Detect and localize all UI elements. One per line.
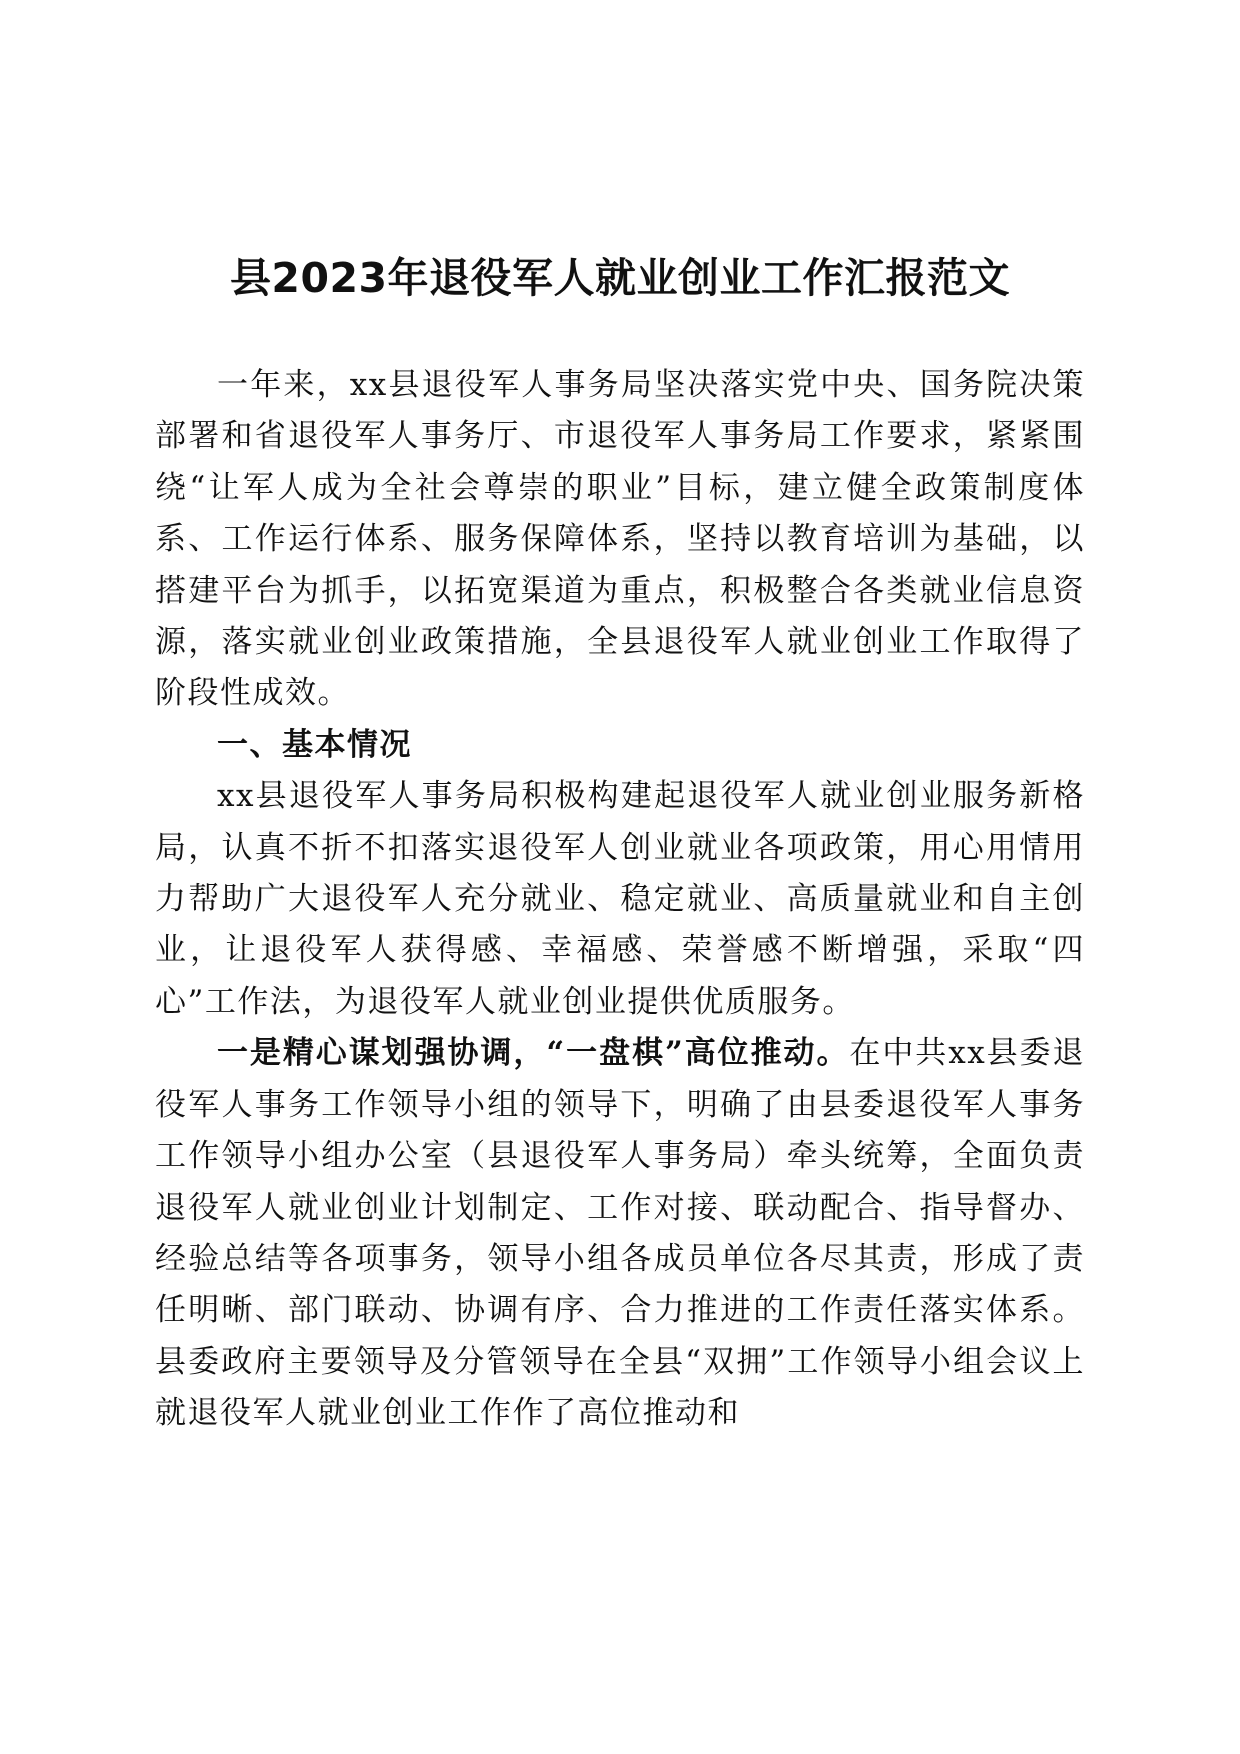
point-one-lead: 一是精心谋划强协调，“一盘棋”高位推动。 xyxy=(217,1035,850,1072)
document-body xyxy=(155,360,1085,1440)
point-one-paragraph xyxy=(155,1028,1085,1439)
point-one-text: 在中共xx县委退役军人事务工作领导小组的领导下，明确了由县委退役军人事务工作领导小组办公室（县退役军人事务局）牵头统筹，全面负责退役军人就业创业计划制定、工作对接、联动配合、指导督办、经验总结等各项事务，领导小组各成员单位各尽其责，形成了责任明晰、部门联动、协调有序、合力推进的工作责任落实体系。县委政府主要领导及分管领导在全县“双拥”工作领导小组会议上就退役军人就业创业工作作了高位推动和 xyxy=(155,1035,1085,1432)
document-title: 县2023年退役军人就业创业工作汇报范文 xyxy=(229,254,1011,302)
intro-paragraph: 一年来，xx县退役军人事务局坚决落实党中央、国务院决策部署和省退役军人事务厅、市退役军人事务局工作要求，紧紧围绕“让军人成为全社会尊崇的职业”目标，建立健全政策制度体系、工作运行体系、服务保障体系，坚持以教育培训为基础，以搭建平台为抓手，以拓宽渠道为重点，积极整合各类就业信息资源，落实就业创业政策措施，全县退役军人就业创业工作取得了阶段性成效。 xyxy=(155,367,1085,712)
section-heading-basic-situation: 一、基本情况 xyxy=(217,726,412,763)
basic-situation-paragraph: xx县退役军人事务局积极构建起退役军人就业创业服务新格局，认真不折不扣落实退役军人创业就业各项政策，用心用情用力帮助广大退役军人充分就业、稳定就业、高质量就业和自主创业，让退役军人获得感、幸福感、荣誉感不断增强，采取“四心”工作法，为退役军人就业创业提供优质服务。 xyxy=(155,778,1085,1020)
